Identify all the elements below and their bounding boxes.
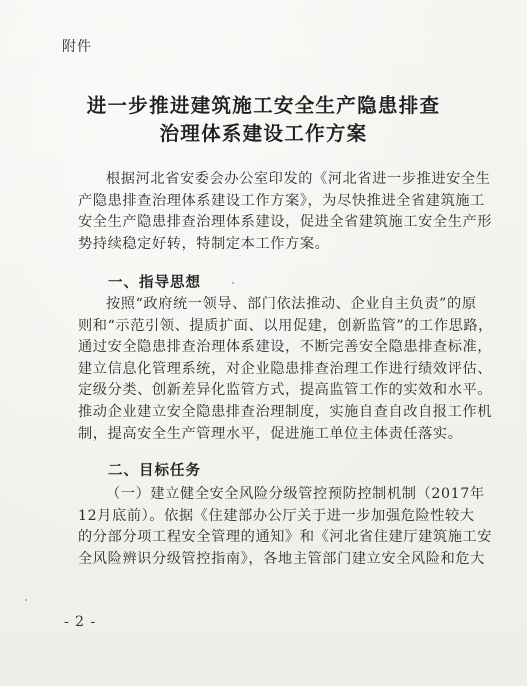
document-title-line-1: 进一步推进建筑施工安全生产隐患排查 (86, 94, 441, 117)
paragraph-line: 建立信息化管理系统，对企业隐患排查治理工作进行绩效评估、 (78, 360, 493, 377)
paragraph-line: 定级分类、创新差异化监管方式，提高监管工作的实效和水平。 (78, 382, 493, 399)
paragraph-line: 推动企业建立安全隐患排查治理制度，实施自查自改自报工作机 (78, 403, 493, 420)
intro-line: 势持续稳定好转，特制定本工作方案。 (78, 235, 330, 252)
section-heading-guiding-ideology: 一、指导思想 (108, 275, 201, 291)
intro-line: 产隐患排查治理体系建设工作方案》，为尽快推进全省建筑施工 (78, 192, 485, 209)
document-title-line-2: 治理体系建设工作方案 (159, 122, 368, 145)
paragraph-line: 全风险辨识分级管控指南》，各地主管部门建立安全风险和危大 (78, 550, 485, 567)
paragraph-line: 则和“示范引领、提质扩面、以用促建，创新监管”的工作思路， (78, 317, 493, 334)
guiding-ideology-paragraph (78, 294, 493, 445)
paragraph-line: 按照“政府统一领导、部门依法推动、企业自主负责”的原 (106, 296, 477, 312)
paragraph-line: （一）建立健全安全风险分级管控预防控制机制（2017年 (106, 486, 485, 502)
section-heading-goals-tasks: 二、目标任务 (108, 463, 201, 479)
paragraph-line: 12月底前）。依据《住建部办公厅关于进一步加强危险性较大 (78, 507, 475, 524)
intro-line: 安全生产隐患排查治理体系建设，促进全省建筑施工安全生产形 (78, 214, 493, 231)
scan-speck (25, 599, 27, 601)
paragraph-line: 的分部分项工程安全管理的通知》和《河北省住建厅建筑施工安 (78, 529, 493, 546)
paragraph-line: 通过安全隐患排查治理体系建设，不断完善安全隐患排查标准， (78, 339, 493, 356)
paragraph-line: 制，提高安全生产管理水平，促进施工单位主体责任落实。 (78, 425, 463, 442)
page-number: - 2 - (64, 614, 97, 630)
intro-paragraph (78, 169, 493, 255)
goals-tasks-paragraph (78, 484, 493, 570)
attachment-label: 附件 (62, 39, 92, 55)
intro-line: 根据河北省安委会办公室印发的《河北省进一步推进安全生 (106, 171, 491, 187)
scan-speck (232, 282, 234, 284)
